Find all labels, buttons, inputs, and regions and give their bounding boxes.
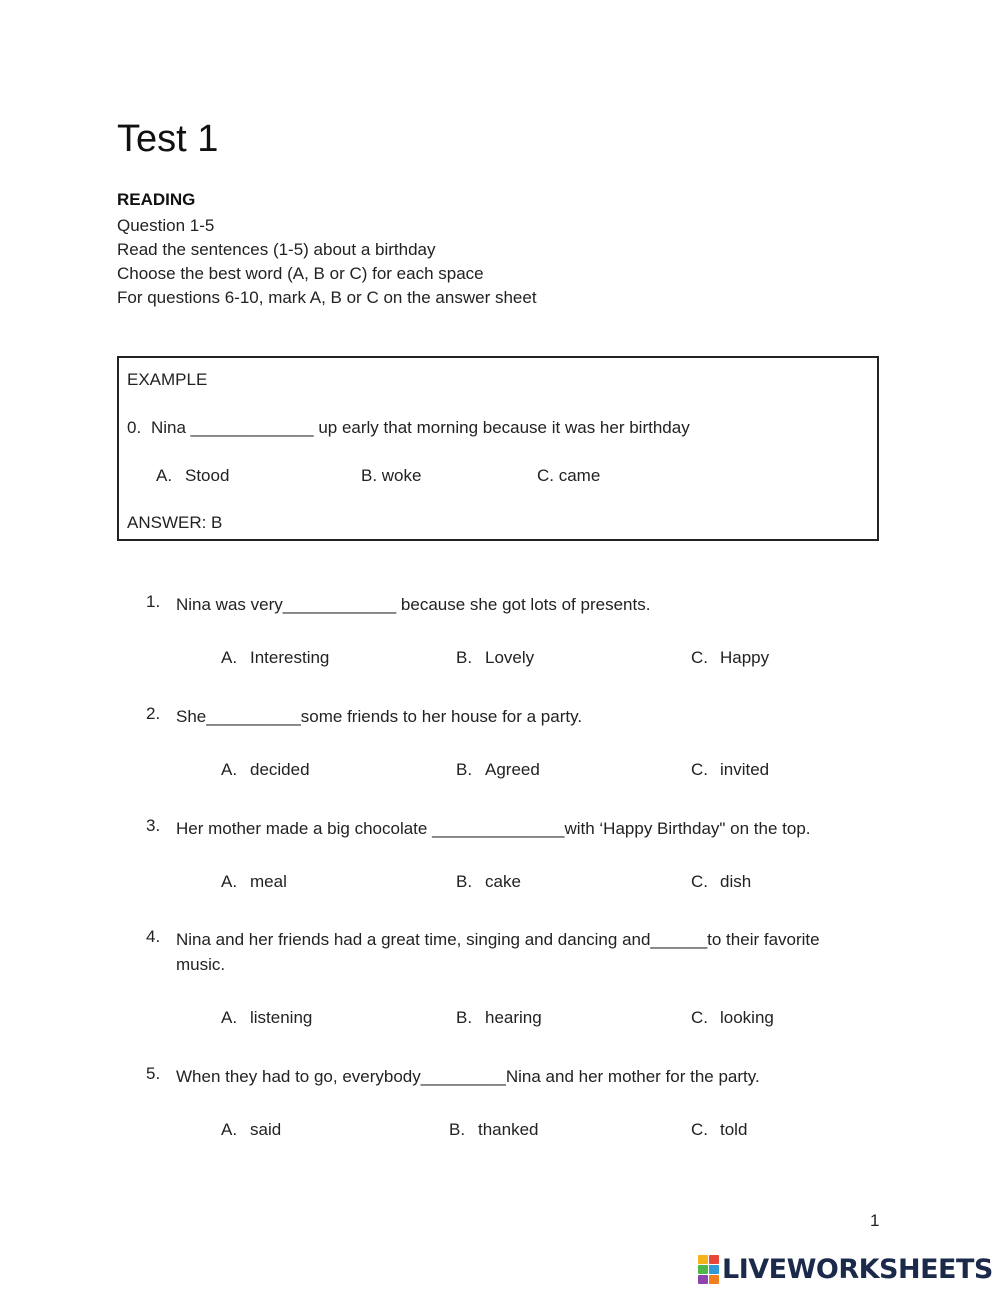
option-letter: B. bbox=[456, 760, 473, 779]
logo-text: LIVEWORKSHEETS bbox=[722, 1253, 993, 1285]
instruction-line: Read the sentences (1-5) about a birthday bbox=[117, 240, 436, 259]
option-text: Lovely bbox=[485, 648, 535, 667]
instruction-line: Question 1-5 bbox=[117, 216, 215, 235]
logo-block bbox=[698, 1275, 708, 1284]
instruction-line: Choose the best word (A, B or C) for each space bbox=[117, 264, 484, 283]
question-text: Nina was very____________ because she got lots of presents. bbox=[176, 595, 651, 614]
option-text: told bbox=[720, 1120, 748, 1139]
option-text: cake bbox=[485, 872, 521, 891]
example-number: 0. bbox=[127, 418, 142, 437]
option-letter: B. bbox=[456, 1008, 473, 1027]
option-letter: B. bbox=[456, 872, 473, 891]
example-option-b: B. woke bbox=[361, 466, 422, 485]
option-letter: A. bbox=[221, 1008, 238, 1027]
logo-block bbox=[698, 1265, 708, 1274]
logo-block bbox=[709, 1255, 719, 1264]
option-text: looking bbox=[720, 1008, 774, 1027]
option-text: decided bbox=[250, 760, 310, 779]
logo-block bbox=[698, 1255, 708, 1264]
option-letter: C. bbox=[691, 760, 708, 779]
option-text: meal bbox=[250, 872, 287, 891]
logo-block bbox=[709, 1265, 719, 1274]
example-sentence: Nina _____________ up early that morning because it was her birthday bbox=[151, 418, 690, 437]
option-text: listening bbox=[250, 1008, 313, 1027]
option-letter: C. bbox=[691, 1120, 708, 1139]
option-text: invited bbox=[720, 760, 770, 779]
option-text: Agreed bbox=[485, 760, 540, 779]
option-letter: A. bbox=[221, 760, 238, 779]
option-text: Happy bbox=[720, 648, 770, 667]
option-letter: C. bbox=[691, 648, 708, 667]
example-option-c: C. came bbox=[537, 466, 601, 485]
example-box bbox=[117, 356, 879, 541]
page-number: 1 bbox=[870, 1211, 880, 1230]
instruction-line: For questions 6-10, mark A, B or C on the answer sheet bbox=[117, 288, 537, 307]
option-letter: B. bbox=[456, 648, 473, 667]
question-number: 4. bbox=[146, 927, 161, 946]
logo-blocks-icon bbox=[698, 1255, 719, 1284]
question-number: 1. bbox=[146, 592, 161, 611]
section-heading: READING bbox=[117, 190, 196, 209]
liveworksheets-logo[interactable] bbox=[698, 1254, 993, 1284]
option-text: dish bbox=[720, 872, 752, 891]
example-option-a: Stood bbox=[185, 466, 230, 485]
question-number: 3. bbox=[146, 816, 161, 835]
option-letter: A. bbox=[221, 648, 238, 667]
question-text: When they had to go, everybody_________Nina and her mother for the party. bbox=[176, 1067, 760, 1086]
option-letter: A. bbox=[221, 872, 238, 891]
example-option-letter: A. bbox=[156, 466, 173, 485]
question-text: Her mother made a big chocolate ______________with ‘Happy Birthday" on the top. bbox=[176, 819, 811, 838]
example-heading: EXAMPLE bbox=[127, 370, 208, 389]
option-letter: C. bbox=[691, 872, 708, 891]
question-number: 2. bbox=[146, 704, 161, 723]
question-text: She__________some friends to her house for a party. bbox=[176, 707, 583, 726]
question-text: Nina and her friends had a great time, singing and dancing and______to their favorite music. bbox=[176, 930, 820, 974]
question-number: 5. bbox=[146, 1064, 161, 1083]
option-text: hearing bbox=[485, 1008, 542, 1027]
logo-block bbox=[709, 1275, 719, 1284]
example-answer: ANSWER: B bbox=[127, 513, 223, 532]
option-letter: C. bbox=[691, 1008, 708, 1027]
option-text: said bbox=[250, 1120, 282, 1139]
page-title: Test 1 bbox=[117, 118, 219, 160]
option-text: Interesting bbox=[250, 648, 330, 667]
option-letter: A. bbox=[221, 1120, 238, 1139]
option-letter: B. bbox=[449, 1120, 466, 1139]
option-text: thanked bbox=[478, 1120, 539, 1139]
